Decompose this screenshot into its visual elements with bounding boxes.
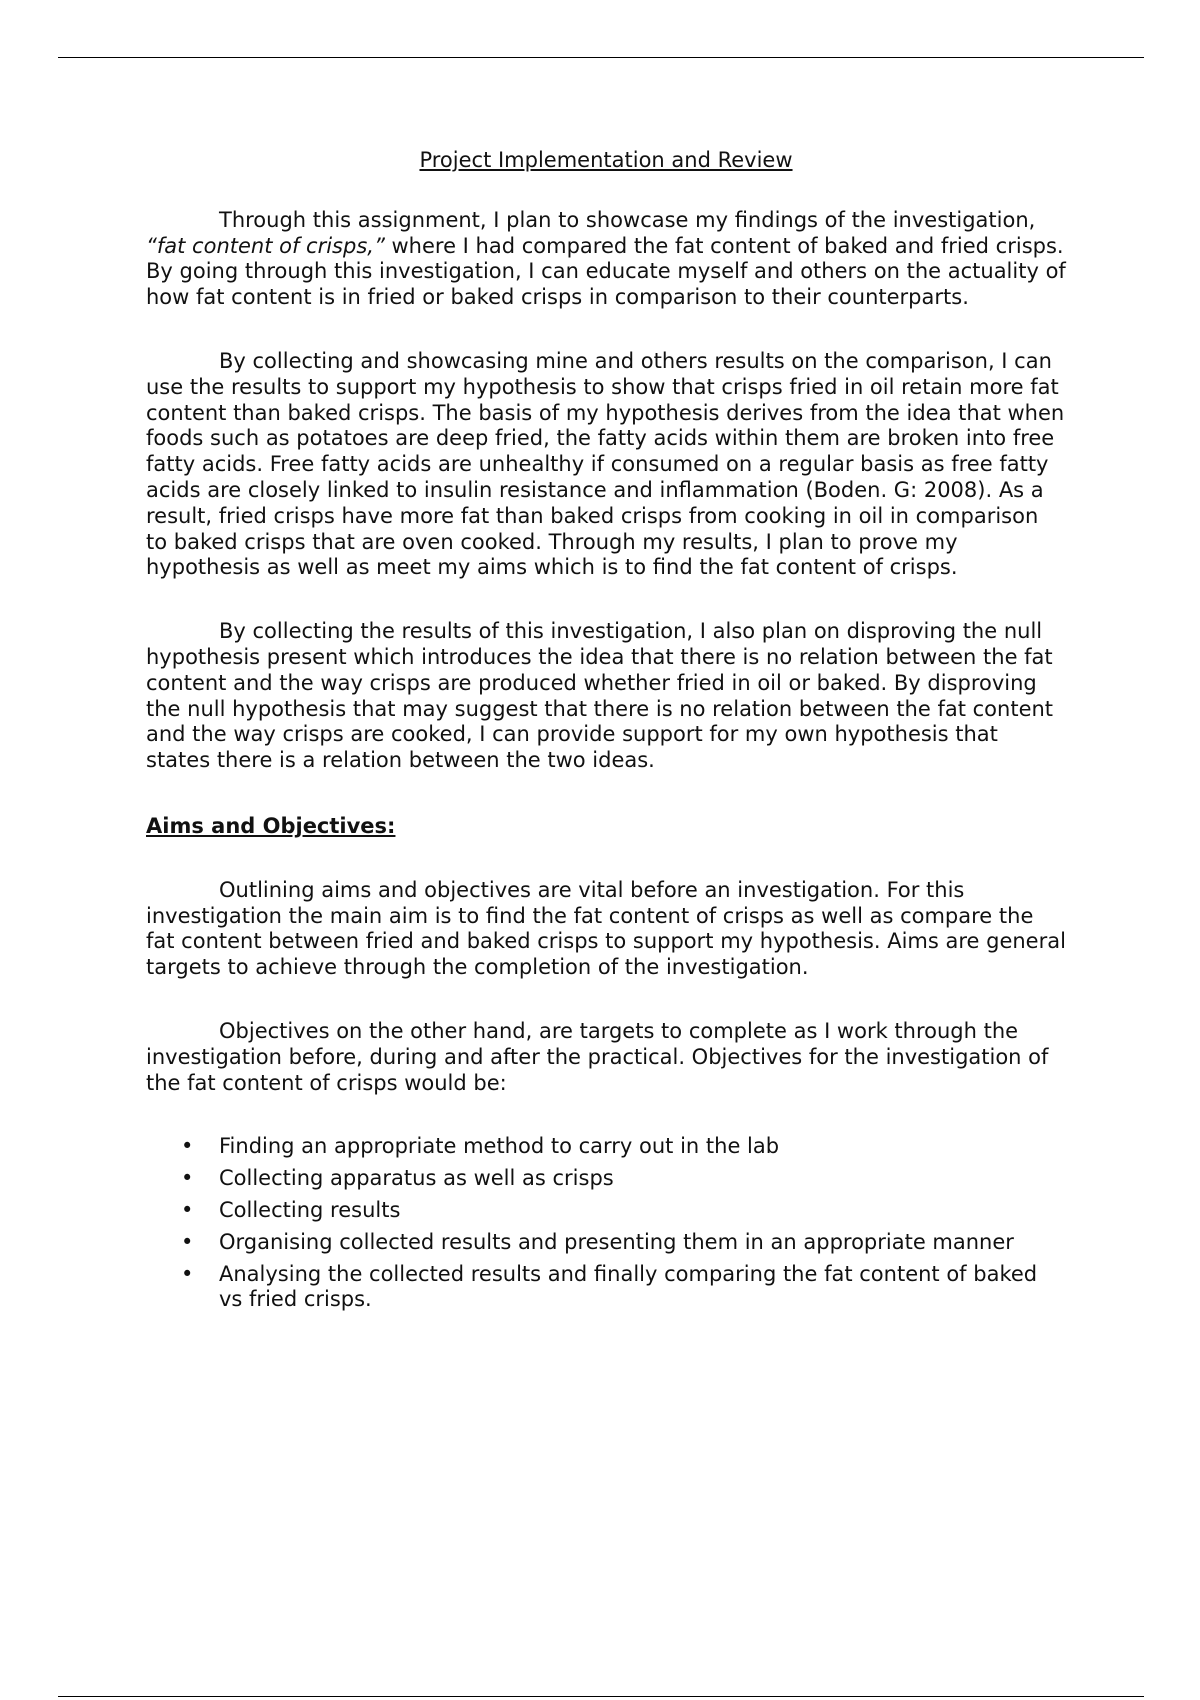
aims-heading: Aims and Objectives:	[146, 813, 396, 838]
intro-text-before: Through this assignment, I plan to showcase my findings of the investigation,	[219, 207, 1036, 232]
intro-quote: “fat content of crisps,”	[146, 233, 385, 258]
list-item: • Collecting results	[219, 1198, 1066, 1224]
null-hypothesis-paragraph: By collecting the results of this investigation, I also plan on disproving the null hypothesis present which introduces the idea that there is no relation between the fat content and the way crisps are produced whether fried in oil or baked. By disproving the null hypothesis that may suggest that there is no relation between the fat content and the way crisps are cooked, I can provide support for my own hypothesis that states there is a relation between the two ideas.	[146, 619, 1054, 773]
list-item: • Collecting apparatus as well as crisps	[219, 1166, 1066, 1192]
objectives-list	[146, 1134, 1066, 1313]
document-body	[146, 148, 1066, 1319]
intro-text-after: where I had compared the fat content of baked and fried crisps. By going through this investigation, I can educate myself and others on the actuality of how fat content is in fried or baked crisps in comparison to their counterparts.	[146, 233, 1066, 310]
aims-paragraph: Outlining aims and objectives are vital before an investigation. For this investigation the main aim is to find the fat content of crisps as well as compare the fat content between fried and baked crisps to support my hypothesis. Aims are general targets to achieve through the completion of the investigation.	[146, 877, 1066, 980]
objectives-paragraph: Objectives on the other hand, are targets to complete as I work through the investigation before, during and after the practical. Objectives for the investigation of the fat content of crisps would be:	[146, 1018, 1049, 1095]
header-rule	[58, 57, 1144, 58]
list-item: • Analysing the collected results and finally comparing the fat content of baked vs fried crisps.	[219, 1262, 1066, 1314]
list-item: • Organising collected results and presenting them in an appropriate manner	[219, 1230, 1066, 1256]
footer-rule	[58, 1696, 1144, 1697]
hypothesis-paragraph: By collecting and showcasing mine and others results on the comparison, I can use the results to support my hypothesis to show that crisps fried in oil retain more fat content than baked crisps. The basis of my hypothesis derives from the idea that when foods such as potatoes are deep fried, the fatty acids within them are broken into free fatty acids. Free fatty acids are unhealthy if consumed on a regular basis as free fatty acids are closely linked to insulin resistance and inflammation (Boden. G: 2008). As a result, fried crisps have more fat than baked crisps from cooking in oil in comparison to baked crisps that are oven cooked. Through my results, I plan to prove my hypothesis as well as meet my aims which is to find the fat content of crisps.	[146, 348, 1065, 580]
page-title: Project Implementation and Review	[419, 148, 793, 172]
intro-paragraph	[146, 208, 1066, 311]
list-item: • Finding an appropriate method to carry out in the lab	[219, 1134, 1066, 1160]
